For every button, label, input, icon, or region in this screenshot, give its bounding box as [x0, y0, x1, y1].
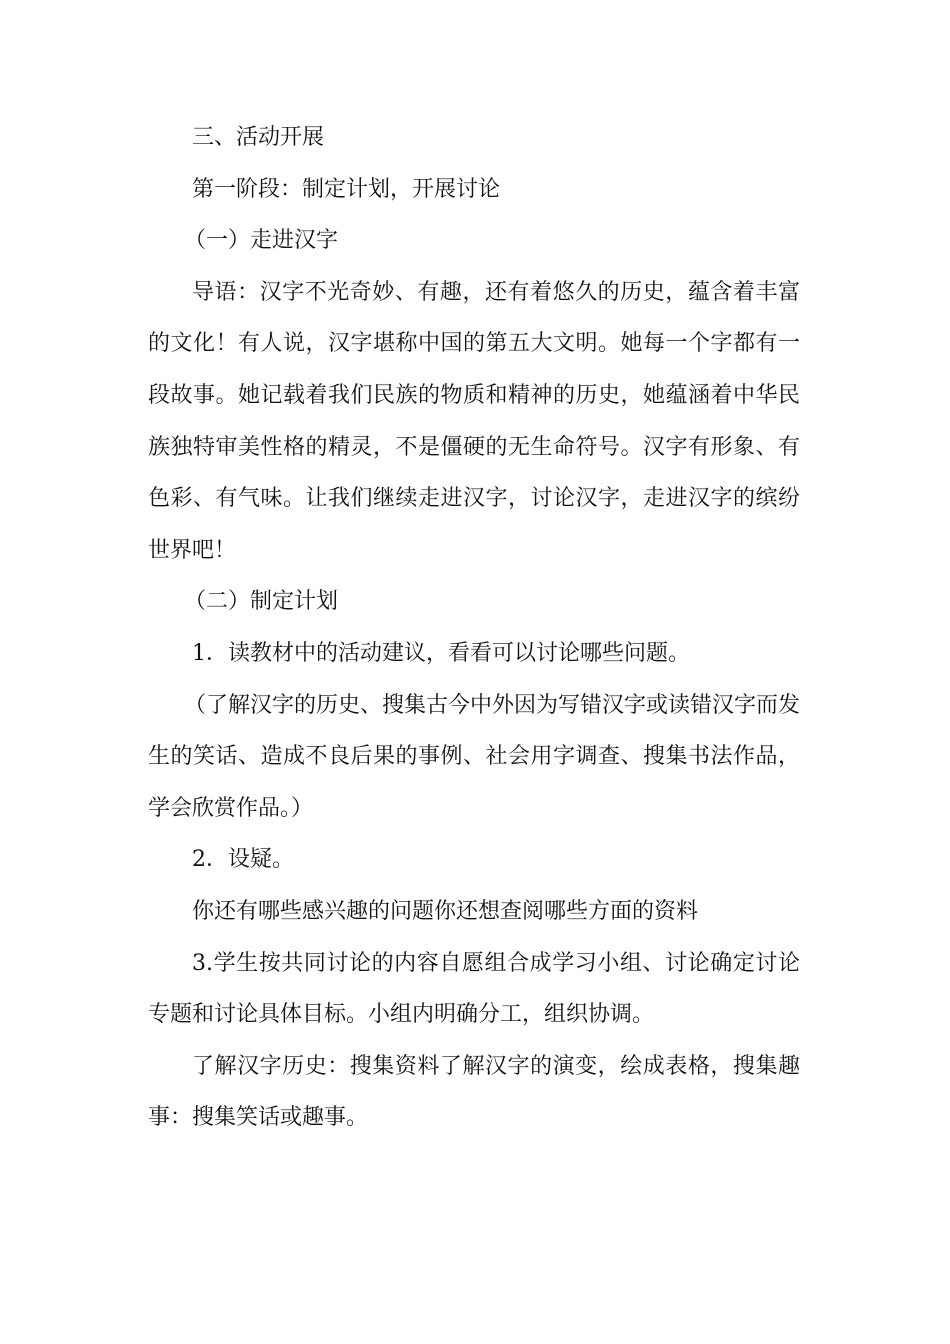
plan-item-3-detail: 了解汉字历史：搜集资料了解汉字的演变，绘成表格，搜集趣事：搜集笑话或趣事。 — [148, 1053, 800, 1131]
plan-item-3: 3.学生按共同讨论的内容自愿组合成学习小组、讨论确定讨论专题和讨论具体目标。小组内明确分工，组织协调。 — [148, 950, 800, 1028]
document-page — [148, 112, 800, 1144]
intro-paragraph: 导语：汉字不光奇妙、有趣，还有着悠久的历史，蕴含着丰富的文化！有人说，汉字堪称中国的第五大文明。她每一个字都有一段故事。她记载着我们民族的物质和精神的历史，她蕴涵着中华民族独特审美性格的精灵，不是僵硬的无生命符号。汉字有形象、有色彩、有气味。让我们继续走进汉字，讨论汉字，走进汉字的缤纷世界吧！ — [148, 279, 800, 563]
plan-item-2-question: 你还有哪些感兴趣的问题你还想查阅哪些方面的资料 — [192, 898, 699, 924]
sub-heading-make-plan: （二）制定计划 — [184, 589, 339, 615]
sub-heading-walk-into-chinese-characters: （一）走进汉字 — [184, 228, 339, 254]
stage-heading: 第一阶段：制定计划，开展讨论 — [192, 176, 501, 202]
section-heading: 三、活动开展 — [192, 125, 325, 150]
plan-item-2: 2．设疑。 — [192, 847, 294, 873]
plan-item-1: 1．读教材中的活动建议，看看可以讨论哪些问题。 — [192, 640, 690, 666]
plan-item-1-note: （了解汉字的历史、搜集古今中外因为写错汉字或读错汉字而发生的笑话、造成不良后果的事例、社会用字调查、搜集书法作品，学会欣赏作品。） — [148, 692, 801, 821]
